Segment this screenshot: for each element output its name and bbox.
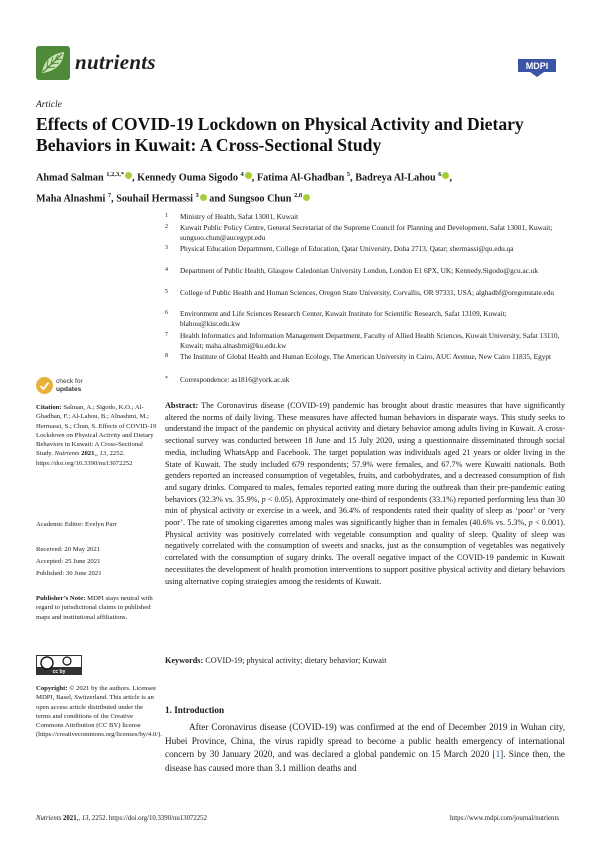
cc-by-license-icon[interactable] bbox=[36, 655, 82, 675]
author-name: Maha Alnashmi bbox=[36, 193, 108, 205]
section-heading-introduction: 1. Introduction bbox=[165, 705, 225, 715]
author-separator: , bbox=[111, 193, 117, 205]
footer-journal-url[interactable]: https://www.mdpi.com/journal/nutrients bbox=[449, 815, 559, 822]
academic-editor: Academic Editor: Evelyn Parr bbox=[36, 521, 117, 528]
citation-block: Citation: Salman, A.; Sigodo, K.O.; Al-Ghadban, F.; Al-Lahou, B.; Alnashmi, M.; Hermassi, S.; Chun, S. Effects of COVID-19 Lockdown on Physical Activity and Dietary Behaviors in Kuwait: A Cross-Sectional Study. Nutrients 2021,, 13, 2252. https://doi.org/10.3390/nu13072252 bbox=[36, 404, 157, 467]
check-for-updates-icon[interactable] bbox=[36, 377, 53, 394]
mdpi-logo[interactable] bbox=[514, 56, 560, 78]
author-name: Souhail Hermassi bbox=[116, 193, 196, 205]
author-affiliation-marker: 3 bbox=[195, 192, 199, 200]
affiliation-7: 7 Health Informatics and Information Management Department, Faculty of Allied Health Sciences, Kuwait University, Safat 13110, Kuwait; maha.alnashmi@ku.edu.kw bbox=[165, 331, 560, 350]
affiliation-5: 5 College of Public Health and Human Sciences, Oregon State University, Corvallis, OR 97331, USA; alghadbf@oregonstate.edu bbox=[165, 288, 555, 297]
author-separator: , bbox=[251, 172, 257, 184]
author-name: Sungsoo Chun bbox=[228, 193, 294, 205]
author-name: Ahmad Salman bbox=[36, 172, 107, 184]
author-affiliation-marker: 2,8 bbox=[293, 192, 303, 200]
affiliation-4: 4 Department of Public Health, Glasgow Caledonian University London, London E1 6PX, UK; Kennedy.Sigodo@gcu.ac.uk bbox=[165, 266, 539, 275]
reference-link[interactable]: 1 bbox=[495, 749, 501, 760]
check-for-updates-label[interactable]: check for updates bbox=[56, 378, 83, 393]
journal-name: nutrients bbox=[75, 50, 156, 74]
correspondence: * Correspondence: as1816@york.ac.uk bbox=[165, 375, 290, 384]
author-name: Badreya Al-Lahou bbox=[355, 172, 439, 184]
mdpi-logo-text: MDPI bbox=[525, 61, 549, 71]
orcid-icon[interactable] bbox=[303, 194, 310, 201]
received-date: Received: 20 May 2021 bbox=[36, 546, 101, 553]
publisher-note: Publisher’s Note: MDPI stays neutral with regard to jurisdictional claims in published maps and institutional affiliations. bbox=[36, 595, 153, 621]
accepted-date: Accepted: 25 June 2021 bbox=[36, 558, 101, 565]
orcid-icon[interactable] bbox=[245, 172, 252, 179]
affiliation-6: 6 Environment and Life Sciences Research Center, Kuwait Institute for Scientific Research, Safat 13109, Kuwait; blahou@kisr.edu.kw bbox=[165, 309, 507, 328]
orcid-icon[interactable] bbox=[200, 194, 207, 201]
journal-logo-icon bbox=[36, 46, 70, 80]
copyright-notice: Copyright: © 2021 by the authors. Licensee MDPI, Basel, Switzerland. This article is an open access article distributed under the terms and conditions of the Creative Commons Attribution (CC BY) license (https://creativecommons.org/licenses/by/4.0/). bbox=[36, 685, 162, 739]
author-name: Fatima Al-Ghadban bbox=[256, 172, 347, 184]
published-date: Published: 30 June 2021 bbox=[36, 570, 102, 577]
author-separator: and bbox=[206, 193, 229, 205]
author-affiliation-marker: 6 bbox=[438, 171, 442, 178]
affiliation-3: 3 Physical Education Department, College of Education, Qatar University, Doha 2713, Qatar; shermassi@qu.edu.qa bbox=[165, 244, 514, 253]
page-footer bbox=[36, 815, 559, 822]
author-separator: , bbox=[132, 172, 138, 184]
affiliation-1: 1 Ministry of Health, Safat 13001, Kuwait bbox=[165, 212, 299, 221]
author-line-1 bbox=[36, 166, 576, 187]
author-affiliation-marker: 4 bbox=[240, 171, 244, 178]
keywords: Keywords: COVID-19; physical activity; dietary behavior; Kuwait bbox=[165, 656, 387, 665]
author-line-2 bbox=[36, 187, 576, 208]
author-affiliation-marker: 1,2,3,* bbox=[106, 171, 125, 178]
author-list bbox=[36, 166, 576, 209]
affiliation-8: 8 The Institute of Global Health and Human Ecology, The American University in Cairo, AUC Avenue, New Cairo 11835, Egypt bbox=[165, 352, 552, 361]
introduction-paragraph: After Coronavirus disease (COVID-19) was confirmed at the end of December 2019 in Wuhan city, Hubei Province, China, the virus rapidly spread to become a public health emergency of international concern by 30 January 2020, and was declared a global pandemic on 15 March 2020 [1]. Since then, the disease has caused more than 3.1 million deaths and bbox=[165, 722, 565, 774]
article-type: Article bbox=[36, 100, 62, 110]
author-separator: , bbox=[449, 172, 453, 184]
author-affiliation-marker: 5 bbox=[346, 171, 351, 178]
footer-citation: Nutrients 2021,, 13, 2252. https://doi.org/10.3390/nu13072252 bbox=[36, 815, 207, 822]
author-separator: , bbox=[350, 172, 356, 184]
affiliation-2: 2 Kuwait Public Policy Centre, General Secretariat of the Supreme Council for Planning and Development, Safat 13001, Kuwait; sungsoo.chun@aucegypt.edu bbox=[165, 223, 553, 242]
cc-by-text: cc by bbox=[52, 669, 66, 675]
abstract: Abstract: The Coronavirus disease (COVID-19) pandemic has brought about drastic measures that have significantly altered the norms of daily living. These measures have affected human behaviors in disparate ways. This study seeks to understand the impact of the pandemic on physical activity and dietary behavior among adults living in Kuwait. A cross-sectional survey was conducted between 18 June and 15 July 2020, using a questionnaire disseminated through social media, including WhatsApp and Facebook. The target population was individuals aged 21 years or older living in the State of Kuwait. The study included 679 respondents; 57.9% were females, and 67.7% were Kuwaiti nationals. Both genders reported an increased consumption of vegetables, fruits, and carbohydrates, and a decreased consumption of fish and sugary drinks. Compared to males, females reported eating more during the outbreak than their pre-pandemic eating behaviors (32.3% vs. 35.9%, p < 0.05). Approximately one-third of respondents (33.1%) reported performing less than 30 min of physical activity or exercise in a week, and 36.4% of respondents rated their quality of sleep as ‘poor’ or ‘very poor’. The rate of smoking cigarettes among males was significantly higher than in females (40.6% vs. 5.3%, p < 0.001). Physical activity was positively correlated with vegetable consumption and quality of sleep. Quality of sleep was negatively correlated with the consumption of sweets and snacks, just as the consumption of vegetables was negatively correlated with the consumption of sugary drinks. The overall negative impact of the COVID-19 pandemic in Kuwait necessitates the development of health promotion interventions to support positive physical activity and dietary behaviors using alternative coping strategies among the residents of Kuwait. bbox=[165, 401, 565, 586]
article-title: Effects of COVID-19 Lockdown on Physical Activity and Dietary Behaviors in Kuwait: A Cross-Sectional Study bbox=[36, 114, 524, 155]
author-name: Kennedy Ouma Sigodo bbox=[137, 172, 241, 184]
author-affiliation-marker: 7 bbox=[107, 192, 112, 200]
